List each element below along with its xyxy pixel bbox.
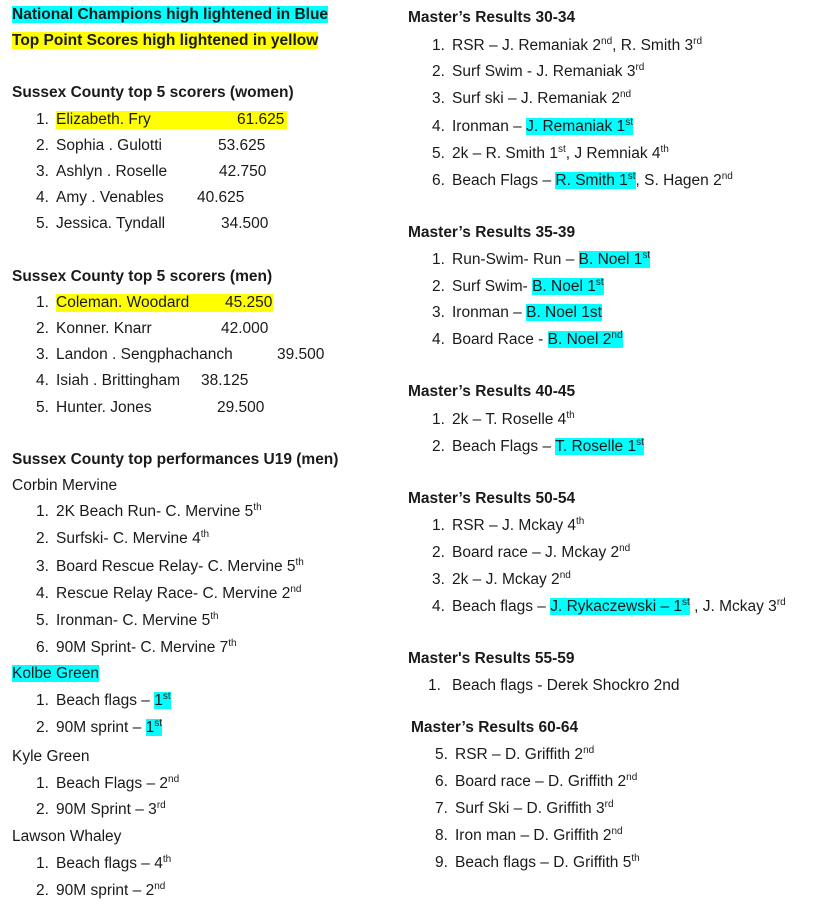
list-item: 1. Beach flags – 1st [36,691,171,709]
list-item: 3. Landon . Sengphachanch [36,346,233,363]
athlete-name: Kolbe Green [12,665,100,682]
list-item: 6. Beach Flags – R. Smith 1st, S. Hagen 2nd [432,171,733,189]
masters-60-64-title: Master’s Results 60-64 [411,719,579,736]
list-item: 2. 90M sprint – 2nd [36,881,166,899]
list-item: 2. 90M Sprint – 3rd [36,800,166,818]
list-item: 3. 2k – J. Mckay 2nd [432,570,571,588]
list-item: 2. Beach Flags – T. Roselle 1st [432,437,644,455]
list-item: 2. Konner. Knarr [36,320,152,337]
score: 53.625 [218,137,266,154]
list-item: 3. Ironman – B. Noel 1st [432,304,602,321]
list-item: 4. Beach flags – J. Rykaczewski – 1st , J. Mckay 3rd [432,597,786,615]
score: 34.500 [221,215,269,232]
list-item: 7. Surf Ski – D. Griffith 3rd [435,799,614,817]
list-item: 2. Surf Swim - J. Remaniak 3rd [432,62,645,80]
score: 42.750 [219,163,267,180]
list-item: 1. Run-Swim- Run – B. Noel 1st [432,250,651,268]
list-item: 6. Board race – D. Griffith 2nd [435,772,638,790]
list-item: 6. 90M Sprint- C. Mervine 7th [36,638,237,656]
masters-30-34-title: Master’s Results 30-34 [408,9,576,26]
list-item: 2. Surfski- C. Mervine 4th [36,529,210,547]
list-item: 4. Isiah . Brittingham [36,372,181,389]
women-title: Sussex County top 5 scorers (women) [12,84,294,101]
score: 42.000 [221,320,269,337]
legend-blue: National Champions high lightened in Blue [12,6,329,23]
score: 38.125 [201,372,249,389]
list-item: 1. RSR – J. Mckay 4th [432,516,585,534]
list-item: 4. Amy . Venables [36,189,164,206]
list-item: 1. 2K Beach Run- C. Mervine 5th [36,502,262,520]
score: 39.500 [277,346,325,363]
masters-40-45-title: Master’s Results 40-45 [408,383,576,400]
masters-35-39-title: Master’s Results 35-39 [408,224,576,241]
list-item: 4. Ironman – J. Remaniak 1st [432,117,633,135]
masters-50-54-title: Master’s Results 50-54 [408,490,576,507]
athlete-name: Lawson Whaley [12,828,122,845]
list-item: 5. Ironman- C. Mervine 5th [36,611,219,629]
list-item: 4. Rescue Relay Race- C. Mervine 2nd [36,584,302,602]
list-item: 2. Board race – J. Mckay 2nd [432,543,631,561]
list-item: 5. Jessica. Tyndall [36,215,166,232]
list-item: 5. RSR – D. Griffith 2nd [435,745,595,763]
list-item: 5. Hunter. Jones [36,399,152,416]
list-item: 4. Board Race - B. Noel 2nd [432,330,623,348]
list-item: 1. RSR – J. Remaniak 2nd, R. Smith 3rd [432,36,703,54]
list-item: 1. Beach Flags – 2nd [36,774,180,792]
list-item: 9. Beach flags – D. Griffith 5th [435,853,640,871]
u19-title: Sussex County top performances U19 (men) [12,451,339,468]
legend-yellow: Top Point Scores high lightened in yellow [12,32,319,49]
list-item: 1. Elizabeth. Fry 61.625 [36,111,287,129]
men-title: Sussex County top 5 scorers (men) [12,268,273,285]
list-item: 5. 2k – R. Smith 1st, J Remniak 4th [432,144,669,162]
list-item: 3. Ashlyn . Roselle [36,163,168,180]
score: 29.500 [217,399,265,416]
list-item: 1. Beach flags - Derek Shockro 2nd [428,677,680,694]
athlete-name: Corbin Mervine [12,477,118,494]
list-item: 2. Surf Swim- B. Noel 1st [432,277,604,295]
list-item: 2. 90M sprint – 1st [36,718,163,736]
list-item: 1. Coleman. Woodard 45.250 [36,294,273,311]
athlete-name: Kyle Green [12,748,90,765]
list-item: 8. Iron man – D. Griffith 2nd [435,826,623,844]
score: 40.625 [197,189,245,206]
list-item: 3. Surf ski – J. Remaniak 2nd [432,89,632,107]
masters-55-59-title: Master's Results 55-59 [408,650,575,667]
list-item: 1. Beach flags – 4th [36,854,172,872]
list-item: 1. 2k – T. Roselle 4th [432,410,575,428]
list-item: 2. Sophia . Gulotti [36,137,162,154]
list-item: 3. Board Rescue Relay- C. Mervine 5th [36,557,304,575]
